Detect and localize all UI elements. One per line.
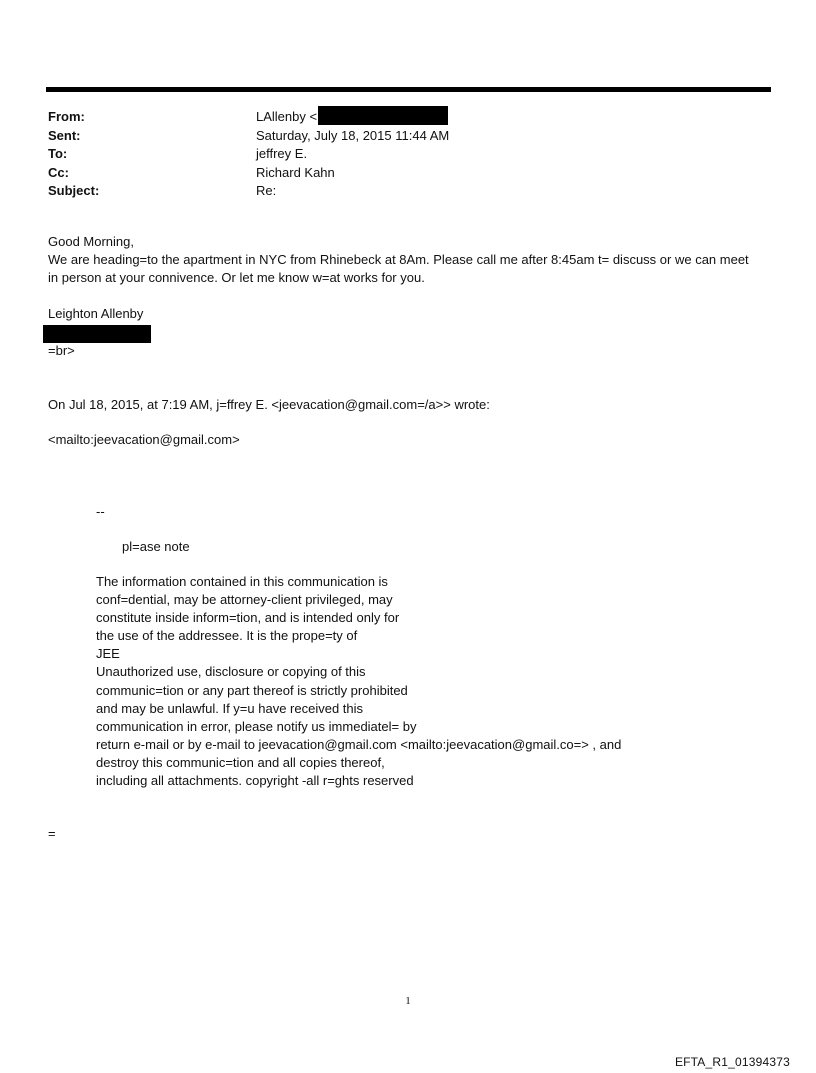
cc-label: Cc: (48, 164, 69, 180)
greeting: Good Morning, (48, 234, 134, 249)
sent-label: Sent: (48, 127, 81, 143)
from-value-wrap (256, 108, 448, 127)
please-note: pl=ase note (122, 539, 190, 554)
subject-label: Subject: (48, 183, 100, 198)
header-rule (46, 87, 771, 92)
disclaimer-line: including all attachments. copyright -all r=ghts reserved (96, 773, 414, 789)
disclaimer-line: the use of the addressee. It is the prope=ty of (96, 628, 358, 644)
disclaimer-line: JEE (96, 646, 120, 662)
redaction-box (318, 106, 448, 125)
subject-row (48, 182, 768, 201)
subject-value: Re: (256, 183, 277, 198)
disclaimer-line: return e-mail or by e-mail to jeevacation@gmail.com <mailto:jeevacation@gmail.co=> , and (96, 736, 622, 752)
disclaimer-line: communic=tion or any part thereof is strictly prohibited (96, 682, 408, 698)
disclaimer-line: communication in error, please notify us immediatel= by (96, 718, 417, 734)
disclaimer-line: destroy this communic=tion and all copies thereof, (96, 754, 385, 770)
trailing-equals: = (48, 826, 56, 841)
cc-value: Richard Kahn (256, 164, 335, 180)
disclaimer-line: constitute inside inform=tion, and is intended only for (96, 610, 400, 626)
br-artifact: =br> (48, 343, 75, 358)
redaction-box (43, 325, 151, 343)
sent-row (48, 127, 768, 146)
from-row (48, 108, 768, 127)
to-row (48, 145, 768, 164)
from-label: From: (48, 109, 85, 124)
signature-name: Leighton Allenby (48, 306, 144, 321)
quote-header: On Jul 18, 2015, at 7:19 AM, j=ffrey E. <jeevacation@gmail.com=/a>> wrote: (48, 397, 490, 412)
email-header (48, 108, 768, 201)
page-number: 1 (405, 995, 411, 1007)
disclaimer-line: conf=dential, may be attorney-client privileged, may (96, 592, 393, 608)
disclaimer-line: The information contained in this communication is (96, 574, 388, 589)
body-line: We are heading=to the apartment in NYC from Rhinebeck at 8Am. Please call me after 8:45am t= discuss or we can meet (48, 252, 749, 267)
to-value: jeffrey E. (256, 146, 308, 161)
from-value: LAllenby < (256, 109, 318, 124)
to-label: To: (48, 146, 68, 161)
document-id: EFTA_R1_01394373 (674, 1055, 790, 1069)
signature-dashes: -- (96, 504, 105, 519)
disclaimer-line: and may be unlawful. If y=u have received this (96, 700, 364, 716)
disclaimer (96, 573, 621, 790)
body-line: in person at your connivence. Or let me know w=at works for you. (48, 270, 425, 285)
cc-row (48, 164, 768, 183)
sent-value: Saturday, July 18, 2015 11:44 AM (256, 127, 450, 143)
mailto-link: <mailto:jeevacation@gmail.com> (48, 432, 240, 447)
disclaimer-line: Unauthorized use, disclosure or copying of this (96, 664, 366, 680)
